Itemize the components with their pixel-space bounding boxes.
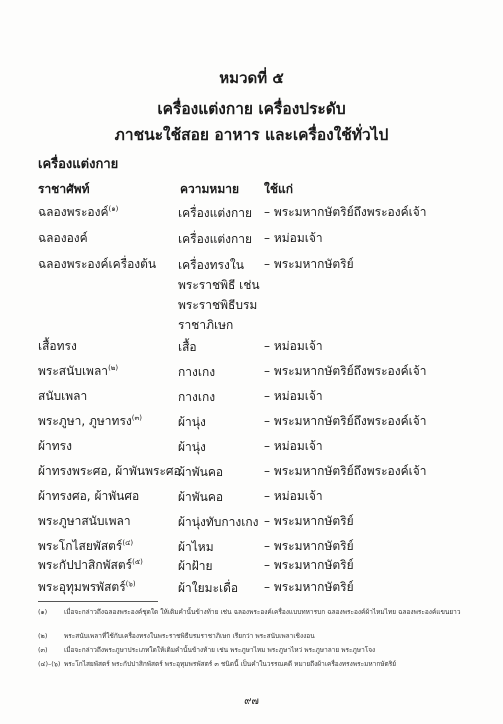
usage-cell: – พระมหากษัตริย์ถึงพระองค์เจ้า — [264, 205, 427, 219]
footnote-mark: (๓) — [38, 646, 48, 654]
footnote-text: เมื่อจะกล่าวถึงฉลองพระองค์ชุดใด ให้เติมคำนั้นข้างท้าย เช่น ฉลองพระองค์เครื่องแบบทหารบก ฉลองพระองค์ผ้าไหมไทย ฉลองพระองค์แขนยาว — [64, 608, 461, 616]
term-text: พระภูษาสนับเพลา — [38, 514, 131, 528]
term-text: ฉลองพระองค์เครื่องต้น — [38, 257, 157, 271]
term-text: พระสนับเพลา — [38, 364, 109, 378]
usage-cell: – พระมหากษัตริย์ถึงพระองค์เจ้า — [264, 364, 427, 378]
meaning-cell: กางเกง — [178, 365, 216, 379]
usage-cell: – พระมหากษัตริย์ — [264, 558, 354, 572]
meaning-cell: เสื้อ — [178, 340, 197, 354]
column-header-usage: ใช้แก่ — [264, 182, 294, 196]
term-cell — [38, 362, 118, 381]
footnote-ref: (๖) — [125, 580, 136, 588]
term-text: ผ้าทรงศอ, ผ้าพันศอ — [38, 489, 140, 503]
usage-cell: – พระมหากษัตริย์ — [264, 580, 354, 594]
footnote-divider — [38, 601, 158, 602]
title-line-1: เครื่องแต่งกาย เครื่องประดับ — [157, 100, 346, 118]
term-text: สนับเพลา — [38, 389, 88, 403]
footnote-mark: (๔)–(๖) — [38, 660, 61, 668]
meaning-cell: ผ้านุ่งทับกางเกง — [178, 515, 259, 529]
meaning-cell: ผ้านุ่ง — [178, 415, 206, 429]
usage-cell: – หม่อมเจ้า — [264, 489, 323, 503]
term-cell — [38, 387, 87, 406]
footnote-text: พระสนับเพลาที่ใช้กับเครื่องทรงในพระราชพิธีบรมราชาภิเษก เรียกว่า พระสนับเพลาเชิงงอน — [64, 632, 315, 640]
meaning-cell: ผ้าฝ้าย — [178, 559, 213, 573]
term-cell — [38, 487, 139, 506]
footnote-mark: (๒) — [38, 632, 48, 640]
term-text: ฉลองพระองค์ — [38, 205, 109, 219]
term-text: ผ้าทรงพระศอ, ผ้าพันพระศอ — [38, 464, 181, 478]
footnote-text: พระโกไสยพัสตร์ พระกัปปาสิกพัสตร์ พระอุทุมพรพัสตร์ ๓ ชนิดนี้ เป็นคำในวรรณคดี หมายถึงผ้าเครื่องทรงพระมหากษัตริย์ — [64, 660, 397, 668]
footnote-text: เมื่อจะกล่าวถึงพระภูษาประเภทใดให้เติมคำนั้นข้างท้าย เช่น พระภูษาไหม พระภูษาไหว่ พระภูษาลาย พระภูษาโจง — [64, 646, 376, 654]
column-header-term: ราชาศัพท์ — [38, 182, 90, 196]
usage-cell: – พระมหากษัตริย์ — [264, 539, 354, 553]
page-number: ๙๗ — [244, 696, 259, 707]
term-cell — [38, 203, 118, 222]
usage-cell: – หม่อมเจ้า — [264, 339, 323, 353]
meaning-cell: เครื่องแต่งกาย — [178, 206, 253, 220]
term-text: ฉลององค์ — [38, 231, 88, 245]
term-cell — [38, 556, 143, 575]
term-text: พระอุทุมพรพัสตร์ — [38, 580, 126, 594]
footnote-ref: (๓) — [131, 414, 143, 422]
term-cell — [38, 337, 77, 356]
usage-cell: – พระมหากษัตริย์ถึงพระองค์เจ้า — [264, 464, 427, 478]
section-title: เครื่องแต่งกาย — [38, 157, 119, 172]
footnote-mark: (๑) — [38, 608, 48, 616]
term-cell — [38, 437, 72, 456]
footnote-ref: (๕) — [132, 558, 143, 566]
meaning-cell: ผ้าพันคอ — [178, 490, 224, 504]
chapter-heading: หมวดที่ ๕ — [219, 69, 284, 87]
usage-cell: – พระมหากษัตริย์ — [264, 514, 354, 528]
footnote-ref: (๔) — [122, 539, 134, 547]
meaning-cell: ผ้าใยมะเดื่อ — [178, 581, 239, 595]
usage-cell: – พระมหากษัตริย์ — [264, 257, 354, 271]
term-cell — [38, 412, 142, 431]
footnote-ref: (๑) — [108, 205, 119, 213]
usage-cell: – หม่อมเจ้า — [264, 389, 323, 403]
term-cell — [38, 578, 136, 597]
meaning-cell: ผ้านุ่ง — [178, 440, 206, 454]
meaning-cell: เครื่องแต่งกาย — [178, 232, 253, 246]
meaning-cell: กางเกง — [178, 390, 216, 404]
term-text: เสื้อทรง — [38, 339, 77, 353]
usage-cell: – พระมหากษัตริย์ถึงพระองค์เจ้า — [264, 414, 427, 428]
column-header-meaning: ความหมาย — [180, 182, 240, 196]
term-text: พระโกไสยพัสตร์ — [38, 539, 123, 553]
usage-cell: – หม่อมเจ้า — [264, 439, 323, 453]
term-cell — [38, 512, 131, 531]
term-cell — [38, 255, 156, 274]
term-text: พระกัปปาสิกพัสตร์ — [38, 558, 133, 572]
usage-cell: – หม่อมเจ้า — [264, 231, 323, 245]
meaning-cell: ผ้าพันคอ — [178, 465, 224, 479]
term-cell — [38, 229, 88, 248]
meaning-cell: ผ้าไหม — [178, 540, 214, 554]
footnote-ref: (๒) — [108, 364, 119, 372]
title-line-2: ภาชนะใช้สอย อาหาร และเครื่องใช้ทั่วไป — [114, 126, 389, 144]
term-text: ผ้าทรง — [38, 439, 72, 453]
meaning-cell: เครื่องทรงใน พระราชพิธี เช่น พระราชพิธีบรม ราชาภิเษก — [178, 258, 260, 332]
term-text: พระภูษา, ภูษาทรง — [38, 414, 132, 428]
term-cell — [38, 537, 133, 556]
term-cell — [38, 462, 181, 481]
